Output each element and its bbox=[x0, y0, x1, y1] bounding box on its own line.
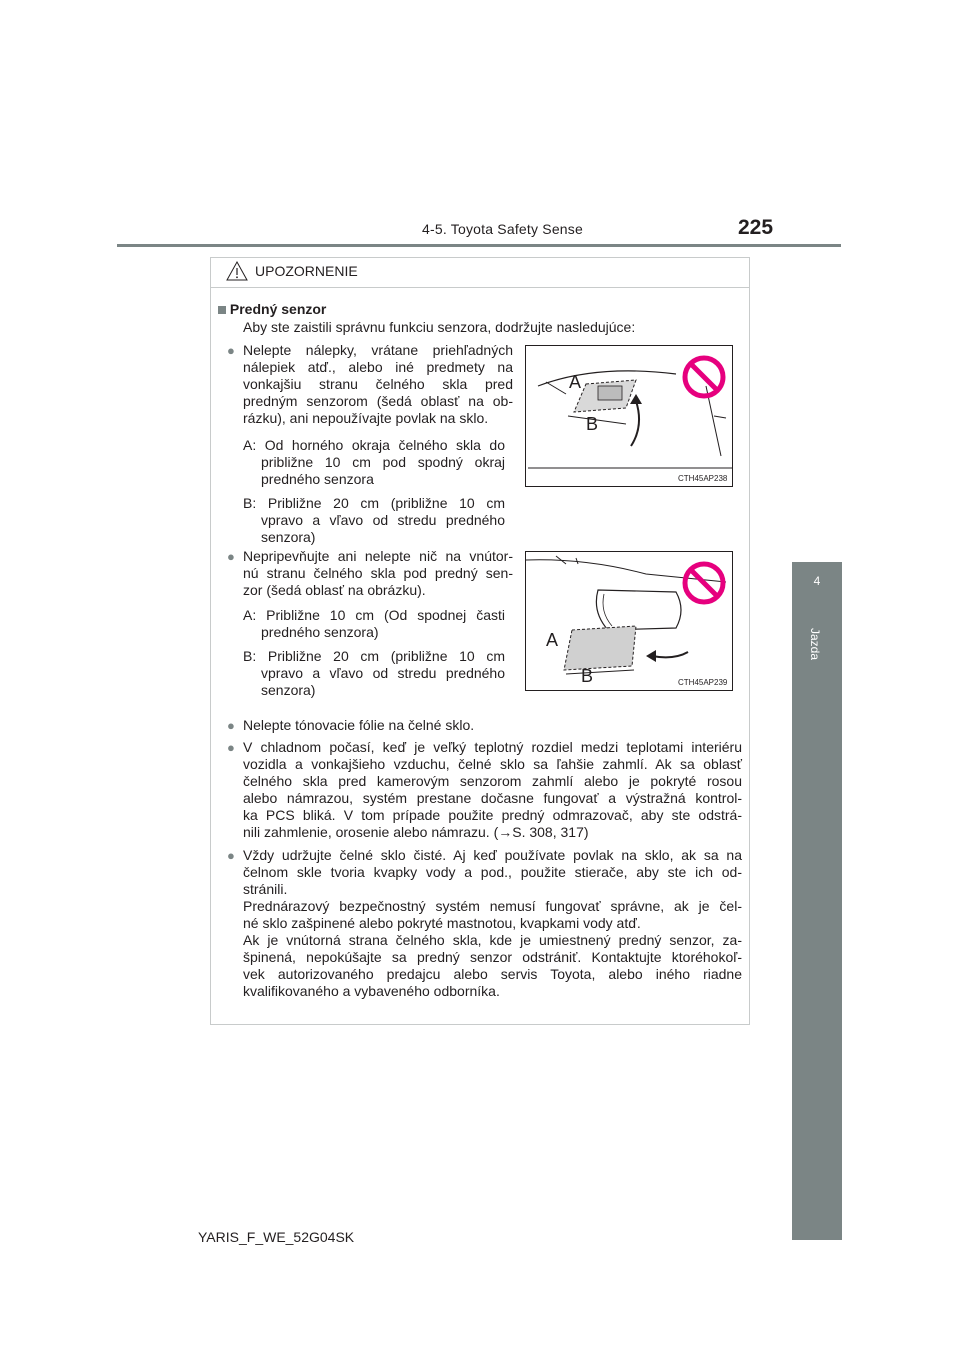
text-line: Ak je vnútorná strana čelného skla, kde je umiestnený predný senzor, za- bbox=[243, 932, 742, 948]
chapter-number: 4 bbox=[813, 574, 821, 588]
text-line: nálepiek atď., alebo iné predmety na bbox=[243, 359, 513, 375]
text-line: predného senzora) bbox=[261, 624, 379, 640]
text-line: vpravo a vľavo od stredu predného bbox=[261, 665, 505, 681]
bullet-icon: ● bbox=[227, 549, 235, 564]
text-line: rázku), ani nepoužívajte povlak na sklo. bbox=[243, 410, 489, 426]
bullet-icon: ● bbox=[227, 718, 235, 733]
prohibited-icon bbox=[681, 354, 727, 400]
text-line: Nelepte nálepky, vrátane priehľadných bbox=[243, 342, 513, 358]
text-line: kvalifikovaného a vybaveného odborníka. bbox=[243, 983, 500, 999]
label-a: A bbox=[569, 372, 582, 392]
item-2-note-a bbox=[243, 607, 505, 641]
bullet-icon: ● bbox=[227, 848, 235, 863]
bullet-icon: ● bbox=[227, 740, 235, 755]
text-line: vpravo a vľavo od stredu predného bbox=[261, 512, 505, 528]
text-line: alebo námrazou, systém prestane dočasne fungovať a výstražná kontrol- bbox=[243, 790, 742, 806]
intro-text: Aby ste zaistili správnu funkciu senzora, dodržujte nasledujúce: bbox=[243, 319, 636, 335]
text-line: senzora) bbox=[261, 682, 316, 698]
text-line: B: Približne 20 cm (približne 10 cm bbox=[243, 495, 505, 511]
figure-code: CTH45AP239 bbox=[678, 678, 728, 687]
warning-title: UPOZORNENIE bbox=[255, 263, 358, 279]
text-line: vozidla a vonkajšieho vzduchu, čelné sklo sa ľahšie zahmlí. Ak sa oblasť bbox=[243, 756, 742, 772]
header-divider bbox=[117, 244, 841, 247]
chapter-label: Jazda bbox=[808, 628, 822, 661]
text-line: stránili. bbox=[243, 881, 288, 897]
heading-text: Predný senzor bbox=[229, 301, 327, 317]
item-3-text: Nelepte tónovacie fólie na čelné sklo. bbox=[243, 717, 475, 733]
text-line: predného senzora bbox=[261, 471, 374, 487]
text-line: približne 10 cm pod spodný okraj bbox=[261, 454, 505, 470]
page-number: 225 bbox=[738, 216, 774, 239]
section-heading bbox=[218, 301, 326, 317]
text-line: predným senzorom (šedá oblasť na ob- bbox=[243, 393, 513, 409]
square-bullet-icon bbox=[218, 306, 226, 314]
figure-1 bbox=[525, 345, 733, 487]
label-b: B bbox=[586, 414, 599, 434]
warning-header-divider bbox=[211, 287, 749, 288]
text-line: nili zahmlenie, orosenie alebo námrazu. (→S. 308, 317) bbox=[243, 824, 589, 840]
item-1-text bbox=[243, 342, 513, 427]
text-line: A: Od horného okraja čelného skla do bbox=[243, 437, 505, 453]
section-title: 4-5. Toyota Safety Sense bbox=[422, 221, 583, 237]
item-5-text bbox=[243, 847, 742, 1000]
text-line: senzora) bbox=[261, 529, 316, 545]
document-code: YARIS_F_WE_52G04SK bbox=[198, 1229, 355, 1245]
text-line: V chladnom počasí, keď je veľký teplotný rozdiel medzi teplotami interiéru bbox=[243, 739, 742, 755]
text-line: špinená, nepokúšajte sa predný senzor odstrániť. Kontaktujte ktoréhokoľ- bbox=[243, 949, 742, 965]
text-line: nú stranu čelného skla pod predný sen- bbox=[243, 565, 513, 581]
label-b: B bbox=[581, 666, 594, 686]
text-line: čelnom skle tvoria kvapky vody a pod., použite stierače, aby ste ich od- bbox=[243, 864, 742, 880]
text-line: Vždy udržujte čelné sklo čisté. Aj keď používate povlak na sklo, ak sa na bbox=[243, 847, 742, 863]
text-line: zor (šedá oblasť na obrázku). bbox=[243, 582, 426, 598]
text-line: čelného skla pred kamerovým senzorom zahmlí alebo je pokryté rosou bbox=[243, 773, 742, 789]
bullet-icon: ● bbox=[227, 343, 235, 358]
warning-triangle-icon bbox=[225, 260, 249, 282]
text-line: Nepripevňujte ani nelepte nič na vnútor- bbox=[243, 548, 513, 564]
text-line: vek autorizovaného predajcu alebo servis Toyota, alebo iného riadne bbox=[243, 966, 742, 982]
text-line: né sklo zašpinené alebo pokryté mastnotou, kvapkami vody atď. bbox=[243, 915, 641, 931]
figure-2 bbox=[525, 551, 733, 691]
prohibited-icon bbox=[681, 560, 727, 606]
item-1-note-b bbox=[243, 495, 505, 546]
text-line: Prednárazový bezpečnostný systém nemusí fungovať správne, ak je čel- bbox=[243, 898, 742, 914]
text-line: A: Približne 10 cm (Od spodnej časti bbox=[243, 607, 505, 623]
item-1-note-a bbox=[243, 437, 505, 488]
item-2-note-b bbox=[243, 648, 505, 699]
item-4-text bbox=[243, 739, 742, 841]
chapter-tab bbox=[792, 562, 842, 620]
label-a: A bbox=[546, 630, 559, 650]
text-line: B: Približne 20 cm (približne 10 cm bbox=[243, 648, 505, 664]
chapter-tab-strip bbox=[792, 620, 842, 1240]
figure-code: CTH45AP238 bbox=[678, 474, 728, 483]
item-2-text bbox=[243, 548, 513, 599]
text-line: vonkajšiu stranu čelného skla pred bbox=[243, 376, 513, 392]
text-line: ka PCS bliká. V tom prípade použite predný odmrazovač, aby ste odstrá- bbox=[243, 807, 742, 823]
